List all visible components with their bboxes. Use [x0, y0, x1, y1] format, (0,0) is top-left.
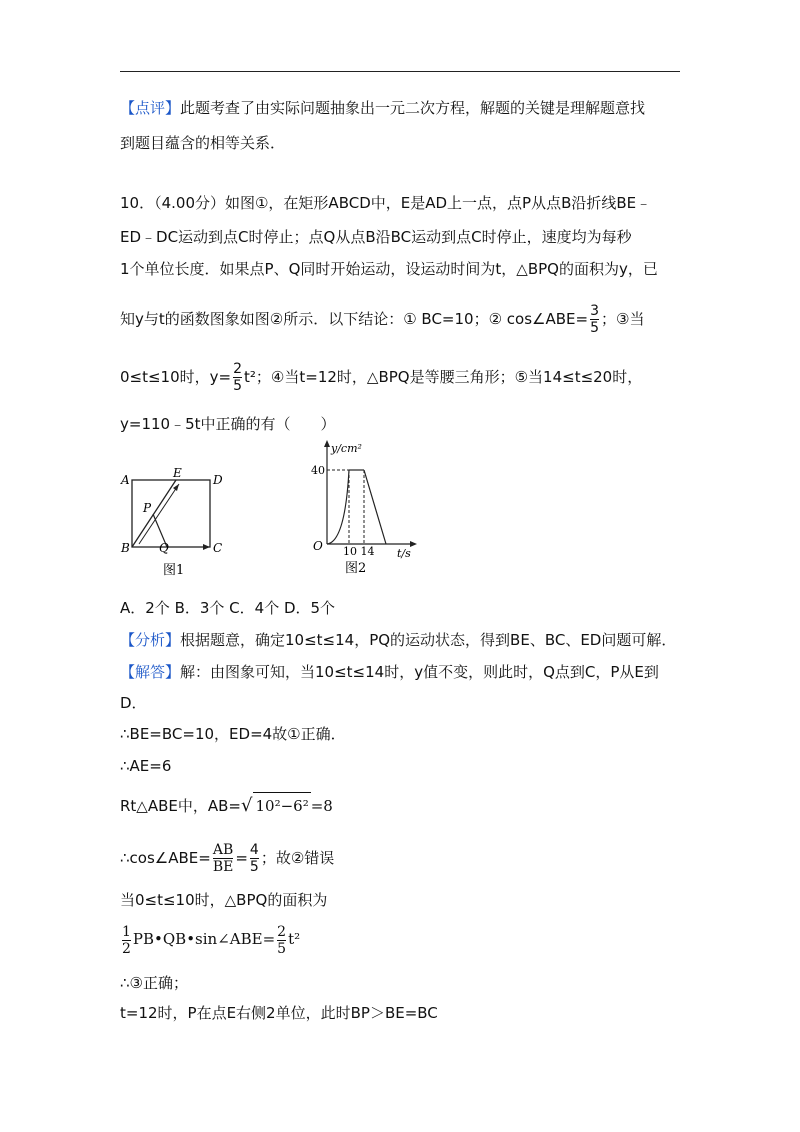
question-line-2: ED﹣DC运动到点C时停止；点Q从点B沿BC运动到点C时停止，速度均为每秒	[120, 228, 632, 246]
label-c: C	[213, 541, 223, 555]
solution-line-6: ∴cos∠ABE= $\frac{AB}{BE}$ = $\frac{4}{5}$ ；故②错误	[120, 842, 335, 875]
label-d: D	[213, 473, 223, 487]
review-line-2: 到题目蕴含的相等关系．	[120, 134, 286, 152]
analysis-tag: 【分析】	[120, 631, 181, 649]
solution-line-3: ∴BE=BC=10，ED=4故①正确．	[120, 725, 346, 743]
arrow-head-be	[173, 484, 179, 491]
fraction-2-5-b: $\frac{2}{5}$	[277, 923, 287, 957]
solution-line-10: t=12时，P在点E右侧2单位，此时BP＞BE=BC	[120, 1004, 438, 1022]
x-axis-arrow	[410, 541, 417, 547]
caption-figure-2: 图2	[345, 561, 367, 576]
solution-line-7: 当0≤t≤10时，△BPQ的面积为	[120, 891, 328, 909]
fraction-4-5: $\frac{4}{5}$	[249, 842, 259, 875]
solution-line-2: D．	[120, 694, 147, 712]
solution-line-1: 【解答】解：由图象可知，当10≤t≤14时，y值不变，则此时，Q点到C，P从E到	[120, 663, 659, 681]
question-line-6: y=110﹣5t中正确的有（ ）	[120, 415, 336, 433]
solution-line-5: Rt△ABE中，AB=√ 10²−6² =8	[120, 792, 333, 819]
label-b: B	[121, 541, 130, 555]
fraction-ab-be: $\frac{AB}{BE}$	[212, 842, 234, 875]
y-axis-arrow	[324, 440, 330, 447]
curve-segment	[327, 470, 349, 544]
question-line-5: 0≤t≤10时，y= $\frac{2}{5}$ t²；④当t=12时，△BPQ是等腰三角形；⑤当14≤t≤20时，	[120, 361, 643, 394]
solution-line-8: $\frac{1}{2}$ PB•QB•sin∠ABE= $\frac{2}{5}$ t²	[122, 923, 301, 957]
sqrt-content: 10²−6²	[253, 792, 310, 819]
label-a: A	[121, 473, 130, 487]
label-e: E	[173, 466, 182, 480]
solution-line-9: ∴③正确；	[120, 974, 188, 992]
solution-tag: 【解答】	[120, 663, 181, 681]
analysis-line: 【分析】根据题意，确定10≤t≤14，PQ的运动状态，得到BE、BC、ED问题可解．	[120, 631, 677, 649]
figure-2-graph	[305, 436, 425, 576]
figure-1-rectangle	[115, 462, 230, 582]
y-tick-40: 40	[311, 464, 325, 477]
fraction-2-5: $\frac{2}{5}$	[233, 361, 243, 394]
fraction-1-2: $\frac{1}{2}$	[122, 923, 131, 957]
arrow-head-qc	[203, 544, 210, 550]
top-divider	[120, 71, 680, 72]
label-p: P	[143, 501, 152, 515]
x-axis-label: t/s	[397, 547, 411, 560]
segment-be	[132, 480, 176, 547]
origin-label: O	[313, 539, 323, 553]
question-line-4: 知y与t的函数图象如图②所示．以下结论：① BC=10；② cos∠ABE= $\frac{3}{5}$ ；③当	[120, 303, 645, 336]
solution-line-4: ∴AE=6	[120, 757, 172, 775]
label-q: Q	[159, 541, 169, 555]
caption-figure-1: 图1	[163, 563, 185, 578]
x-ticks: 10 14	[343, 545, 375, 558]
question-line-1: 10．（4.00分）如图①，在矩形ABCD中，E是AD上一点，点P从点B沿折线BE﹣	[120, 194, 652, 212]
fraction-3-5: $\frac{3}{5}$	[590, 303, 599, 336]
question-line-3: 1个单位长度．如果点P、Q同时开始运动，设运动时间为t，△BPQ的面积为y，已	[120, 260, 658, 278]
answer-options: A．2个 B．3个 C．4个 D．5个	[120, 599, 336, 617]
review-tag: 【点评】	[120, 99, 181, 117]
sqrt-icon: √	[241, 795, 253, 816]
descending-segment	[364, 470, 386, 544]
y-axis-label: y/cm²	[331, 442, 362, 455]
review-line-1: 【点评】此题考查了由实际问题抽象出一元二次方程，解题的关键是理解题意找	[120, 99, 646, 117]
